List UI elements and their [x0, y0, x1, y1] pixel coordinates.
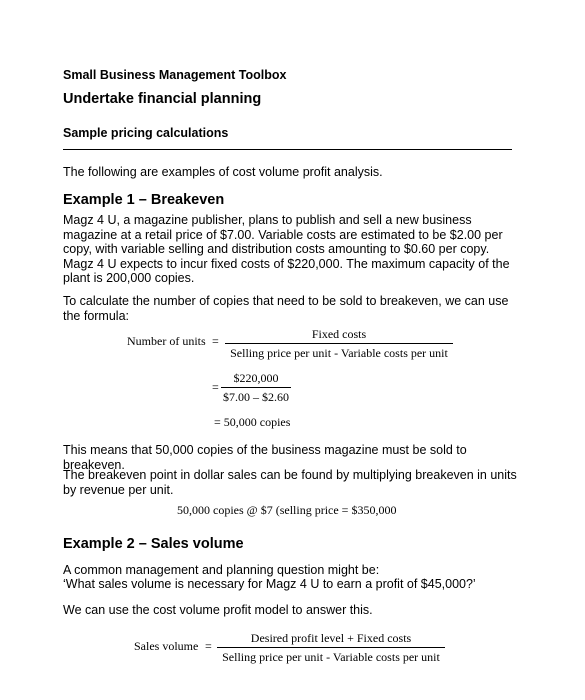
section-title: Undertake financial planning — [63, 91, 262, 107]
example2-title: Example 2 – Sales volume — [63, 536, 244, 552]
step2-equals: = — [212, 380, 219, 394]
subsection-title: Sample pricing calculations — [63, 126, 229, 140]
example1-title: Example 1 – Breakeven — [63, 192, 225, 208]
example1-dollar-text: The breakeven point in dollar sales can be found by multiplying breakeven in units by revenue per unit. — [63, 468, 517, 497]
example1-description: Magz 4 U, a magazine publisher, plans to publish and sell a new business magazine at a retail price of $7.00. Variable costs are estimated to be $2.00 per copy, with variable selling and distribution costs amounting to $0.60 per copy. Magz 4 U expects to incur fixed costs of $220,000. The maximum capacity of the plant is 200,000 copies. — [63, 213, 510, 286]
step3-result: = 50,000 copies — [214, 415, 291, 429]
toolbox-title: Small Business Management Toolbox — [63, 68, 287, 82]
example1-method-text: To calculate the number of copies that need to be sold to breakeven, we can use the formula: — [63, 294, 509, 323]
fraction-numerator: Fixed costs — [311, 327, 367, 341]
dollar-formula: 50,000 copies @ $7 (selling price = $350,000 — [177, 503, 397, 517]
example2-method-text: We can use the cost volume profit model to answer this. — [63, 603, 373, 617]
fraction-denominator: Selling price per unit - Variable costs per unit — [225, 343, 453, 361]
example1-conclusion: This means that 50,000 copies of the business magazine must be sold to breakeven. — [63, 443, 467, 472]
example2-question: ‘What sales volume is necessary for Magz 4 U to earn a profit of $45,000?’ — [63, 577, 476, 591]
formula-lhs: Number of units — [127, 334, 206, 348]
step2-denominator: $7.00 – $2.60 — [221, 387, 291, 405]
formula-equals: = — [212, 334, 219, 348]
formula2-equals: = — [205, 639, 212, 653]
divider — [63, 149, 512, 150]
fraction2-numerator: Desired profit level + Fixed costs — [250, 631, 412, 645]
step2-numerator: $220,000 — [233, 371, 279, 385]
fraction2-denominator: Selling price per unit - Variable costs per unit — [217, 647, 445, 665]
breakeven-fraction — [225, 327, 453, 361]
step2-fraction — [221, 371, 291, 405]
intro-paragraph: The following are examples of cost volume profit analysis. — [63, 165, 383, 179]
formula2-lhs: Sales volume — [134, 639, 199, 653]
sales-volume-fraction — [217, 631, 445, 665]
example2-question-intro: A common management and planning question might be: — [63, 563, 380, 577]
